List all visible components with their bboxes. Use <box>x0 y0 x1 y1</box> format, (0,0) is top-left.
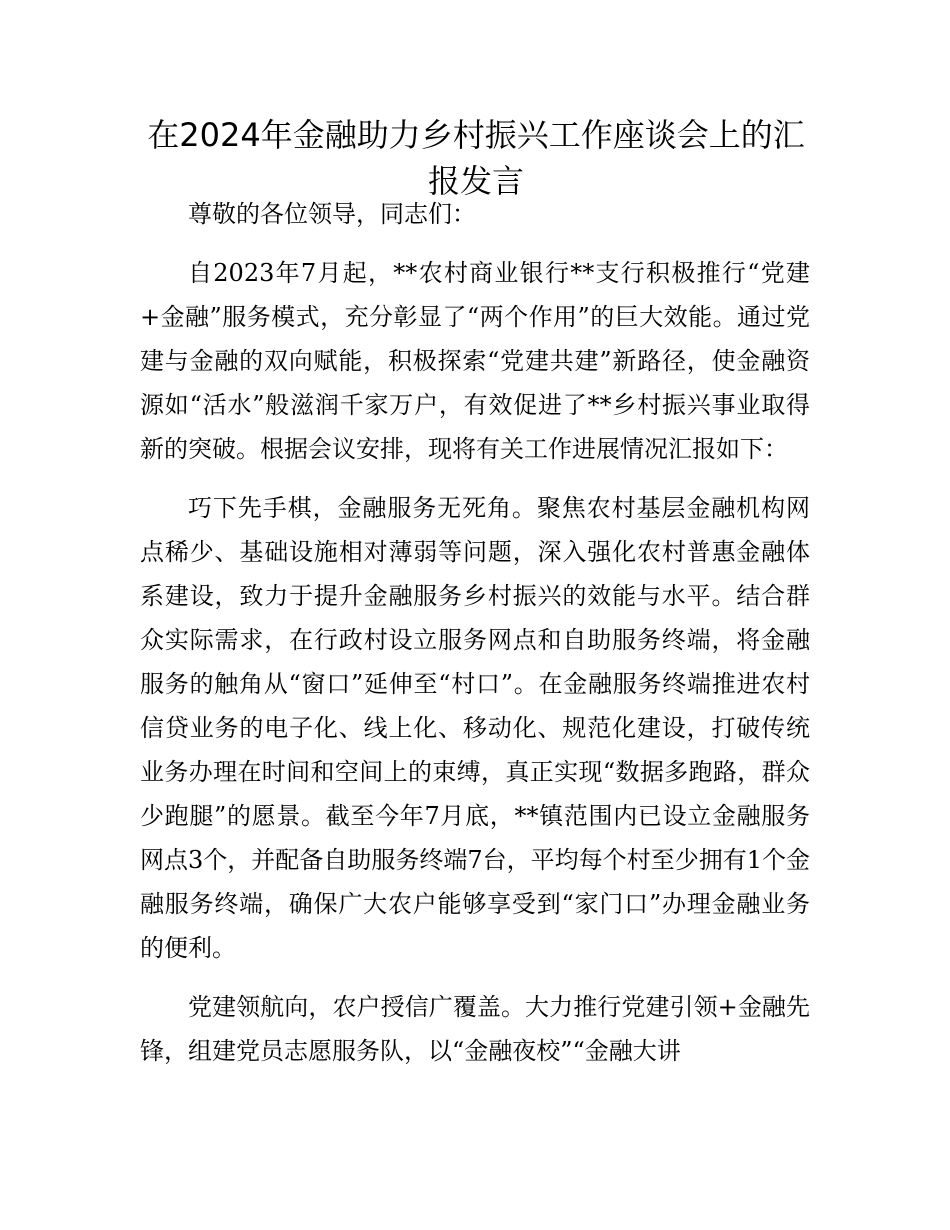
paragraph-party-building: 党建领航向，农户授信广覆盖。大力推行党建引领+金融先锋，组建党员志愿服务队，以“金融夜校”“金融大讲 <box>140 993 810 1065</box>
document-body <box>140 192 810 1073</box>
document-title: 在2024年金融助力乡村振兴工作座谈会上的汇报发言 <box>147 116 805 200</box>
paragraph-financial-services: 巧下先手棋，金融服务无死角。聚焦农村基层金融机构网点稀少、基础设施相对薄弱等问题，深入强化农村普惠金融体系建设，致力于提升金融服务乡村振兴的效能与水平。结合群众实际需求，在行政村设立服务网点和自助服务终端，将金融服务的触角从“窗口”延伸至“村口”。在金融服务终端推进农村信贷业务的电子化、线上化、移动化、规范化建设，打破传统业务办理在时间和空间上的束缚，真正实现“数据多跑路，群众少跑腿”的愿景。截至今年7月底，**镇范围内已设立金融服务网点3个，并配备自助服务终端7台，平均每个村至少拥有1个金融服务终端，确保广大农户能够享受到“家门口”办理金融业务的便利。 <box>140 494 810 962</box>
salutation: 尊敬的各位领导，同志们： <box>188 200 476 228</box>
paragraph-intro: 自2023年7月起，**农村商业银行**支行积极推行“党建+金融”服务模式，充分彰显了“两个作用”的巨大效能。通过党建与金融的双向赋能，积极探索“党建共建”新路径，使金融资源如“活水”般滋润千家万户，有效促进了**乡村振兴事业取得新的突破。根据会议安排，现将有关工作进展情况汇报如下： <box>140 259 810 463</box>
